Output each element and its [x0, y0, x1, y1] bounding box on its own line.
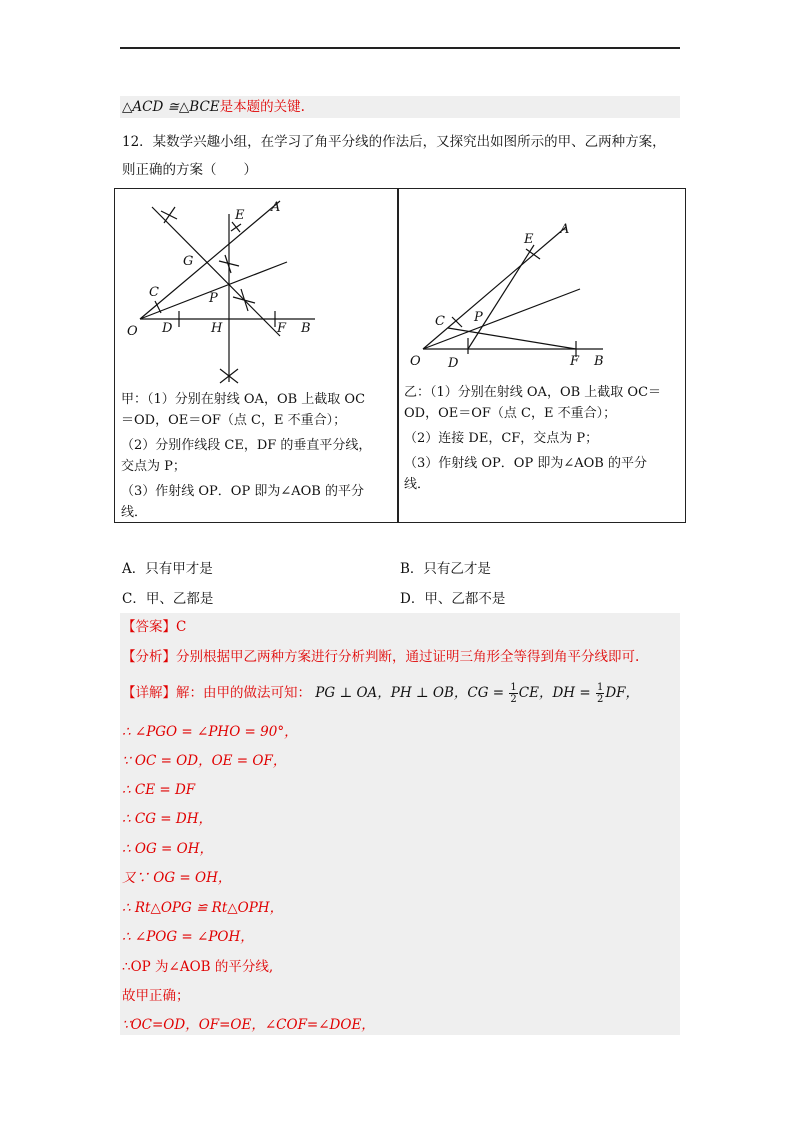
plan-jia-line: （3）作射线 OP．OP 即为∠AOB 的平分: [121, 484, 364, 499]
option-c: C．甲、乙都是: [122, 591, 214, 607]
plan-yi-line: 线．: [404, 477, 431, 492]
detail-tag: 【详解】: [122, 685, 176, 701]
yi-label-a: A: [560, 222, 570, 237]
figure-yi: [398, 189, 687, 379]
jia-label-e: E: [235, 208, 245, 223]
plan-jia-line: 交点为 P；: [121, 459, 186, 474]
option-b: B．只有乙才是: [400, 561, 491, 577]
top-note: [122, 97, 305, 117]
jia-label-p: P: [209, 291, 218, 306]
plan-yi-line: （3）作射线 OP．OP 即为∠AOB 的平分: [404, 456, 647, 471]
plan-jia-line: ＝OD，OE＝OF（点 C，E 不重合）；: [121, 413, 347, 428]
plan-yi-text: [404, 382, 684, 495]
step-9: ∴OP 为∠AOB 的平分线,: [122, 959, 274, 975]
yi-label-p: P: [474, 310, 483, 325]
fraction-half-2: $\frac{1}{2}$: [596, 682, 604, 705]
plan-jia-line: 线．: [121, 505, 148, 520]
yi-label-d: D: [448, 356, 459, 371]
fraction-half: $\frac{1}{2}$: [510, 682, 517, 705]
answer-tag: 【答案】: [122, 619, 176, 635]
figure-table: [114, 188, 686, 523]
option-a: A．只有甲才是: [122, 561, 213, 577]
yi-label-c: C: [435, 314, 445, 329]
step-2: ∵ OC = OD，OE = OF，: [122, 753, 287, 769]
answer-value: C: [176, 619, 187, 635]
jia-label-o: O: [127, 324, 138, 339]
detail-cond2: CE，DH =: [518, 685, 591, 701]
step-6: 又∵ OG = OH，: [122, 870, 232, 886]
detail-line: [122, 680, 639, 706]
figure-jia: [115, 189, 397, 389]
step-5: ∴ OG = OH，: [122, 841, 213, 857]
step-10: 故甲正确；: [122, 988, 190, 1004]
step-3: ∴ CE = DF: [122, 782, 196, 798]
step-4: ∴ CG = DH，: [122, 811, 212, 827]
option-d: D．甲、乙都不是: [400, 591, 506, 607]
top-note-math: △ACD ≅△BCE: [122, 99, 220, 115]
plan-jia-text: [121, 389, 393, 523]
jia-label-f: F: [277, 321, 287, 336]
jia-label-c: C: [149, 285, 159, 300]
plan-yi-line: 乙：（1）分别在射线 OA，OB 上截取 OC＝: [404, 385, 662, 400]
analysis-tag: 【分析】: [122, 649, 176, 665]
jia-label-b: B: [301, 321, 311, 336]
analysis-text: 分别根据甲乙两种方案进行分析判断，通过证明三角形全等得到角平分线即可.: [176, 649, 640, 665]
plan-jia-line: （2）分别作线段 CE，DF 的垂直平分线，: [121, 438, 372, 453]
plan-yi-line: OD，OE＝OF（点 C，E 不重合）；: [404, 406, 617, 421]
yi-label-e: E: [524, 232, 534, 247]
plan-yi-line: （2）连接 DE，CF，交点为 P；: [404, 431, 599, 446]
header-rule: [120, 47, 680, 49]
question-line-1: 12．某数学兴趣小组，在学习了角平分线的作法后，又探究出如图所示的甲、乙两种方案，: [122, 134, 666, 150]
jia-label-h: H: [211, 321, 223, 336]
jia-label-d: D: [162, 321, 173, 336]
jia-label-a: A: [271, 200, 281, 215]
detail-cond1: PG ⊥ OA，PH ⊥ OB，CG =: [315, 685, 505, 701]
step-11: ∵OC=OD，OF=OE，∠COF=∠DOE，: [122, 1017, 375, 1033]
answer-line: [122, 617, 186, 637]
step-1: ∴ ∠PGO = ∠PHO = 90°，: [122, 724, 298, 740]
analysis-line: [122, 647, 639, 667]
yi-label-b: B: [594, 354, 604, 369]
detail-intro: 解：由甲的做法可知：: [176, 685, 311, 701]
yi-label-f: F: [570, 354, 580, 369]
jia-label-g: G: [183, 254, 194, 269]
question-line-2: 则正确的方案（ ）: [122, 162, 257, 178]
step-8: ∴ ∠POG = ∠POH，: [122, 929, 254, 945]
yi-label-o: O: [410, 354, 421, 369]
top-note-text: 是本题的关键.: [219, 99, 305, 115]
step-7: ∴ Rt△OPG ≌ Rt△OPH，: [122, 900, 284, 916]
detail-cond3: DF，: [605, 685, 640, 701]
plan-jia-line: 甲：（1）分别在射线 OA，OB 上截取 OC: [121, 392, 366, 407]
